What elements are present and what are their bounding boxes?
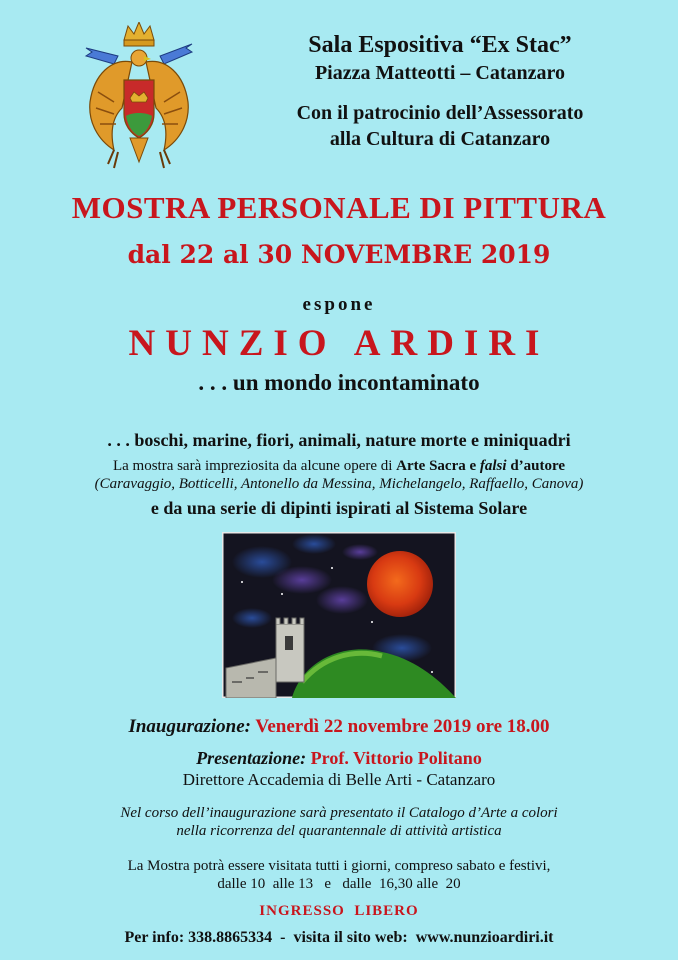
- visit-info: [0, 857, 678, 893]
- venue-block: [230, 30, 650, 152]
- patronage-line-2: alla Cultura di Catanzaro: [329, 128, 551, 150]
- sacred-art-text-d: d’autore: [506, 458, 566, 474]
- phone-info: Per info: 338.8865334: [124, 929, 273, 946]
- presentation-label: Presentazione:: [196, 748, 307, 768]
- tagline: . . . un mondo incontaminato: [198, 370, 480, 395]
- solar-system-line: e da una serie di dipinti ispirati al Sistema Solare: [150, 498, 528, 518]
- sacred-art-text-c: falsi: [479, 458, 507, 474]
- painting-image: [222, 532, 456, 698]
- presentation-value: Prof. Vittorio Politano: [306, 748, 482, 768]
- coat-of-arms-logo: [84, 22, 194, 174]
- visit-line-1: La Mostra potrà essere visitata tutti i giorni, compreso sabato e festivi,: [127, 858, 551, 874]
- sacred-art-text-b: Arte Sacra e: [396, 458, 480, 474]
- presenter-role: Direttore Accademia di Belle Arti - Catanzaro: [182, 770, 496, 789]
- patronage-line-1: Con il patrocinio dell’Assessorato: [296, 102, 584, 124]
- exhibition-dates: dal 22 al 30 NOVEMBRE 2019: [127, 240, 551, 269]
- free-entry-label: INGRESSO LIBERO: [259, 903, 419, 919]
- inauguration-line: [0, 716, 678, 738]
- venue-address: Piazza Matteotti – Catanzaro: [314, 62, 566, 84]
- subjects-line: . . . boschi, marine, fiori, animali, nature morte e miniquadri: [107, 430, 571, 450]
- contact-line: [0, 929, 678, 947]
- sacred-art-text-a: La mostra sarà impreziosita da alcune opere di: [112, 458, 397, 474]
- catalog-note: [0, 804, 678, 840]
- espone-label: espone: [302, 294, 376, 315]
- visit-line-2: dalle 10 alle 13 e dalle 16,30 alle 20: [217, 876, 461, 892]
- catalog-line-2: nella ricorrenza del quarantennale di attività artistica: [176, 823, 502, 839]
- exhibition-title: MOSTRA PERSONALE DI PITTURA: [71, 190, 607, 225]
- website-link[interactable]: visita il sito web: www.nunzioardiri.it: [293, 929, 554, 946]
- presentation-line: [0, 748, 678, 769]
- venue-name: Sala Espositiva “Ex Stac”: [308, 32, 572, 58]
- authors-line: (Caravaggio, Botticelli, Antonello da Messina, Michelangelo, Raffaello, Canova): [94, 476, 584, 492]
- sacred-art-line: [0, 458, 678, 475]
- contact-separator: -: [272, 929, 294, 946]
- inauguration-label: Inaugurazione:: [128, 716, 251, 737]
- catalog-line-1: Nel corso dell’inaugurazione sarà presentato il Catalogo d’Arte a colori: [120, 805, 558, 821]
- artist-name: NUNZIO ARDIRI: [128, 323, 550, 364]
- inauguration-value: Venerdì 22 novembre 2019 ore 18.00: [250, 716, 550, 737]
